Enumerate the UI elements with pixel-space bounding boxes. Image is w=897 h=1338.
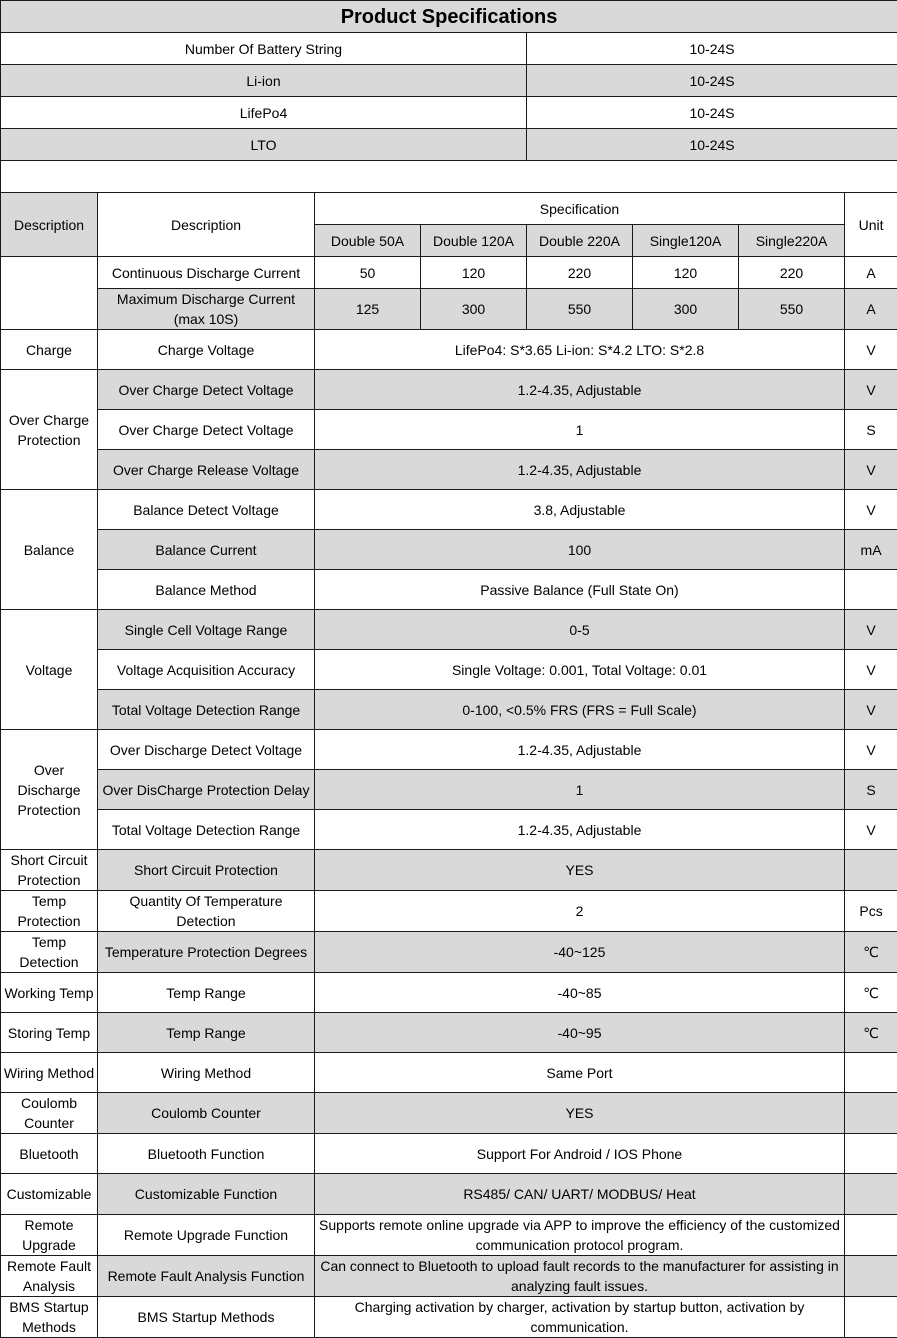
- row-unit: V: [845, 650, 897, 690]
- table-row: [1, 730, 897, 770]
- row-description: Wiring Method: [98, 1053, 315, 1093]
- header-unit: Unit: [845, 193, 897, 257]
- row-description: Remote Upgrade Function: [98, 1215, 315, 1256]
- row-value: -40~125: [315, 932, 845, 973]
- group-cell: Charge: [1, 330, 98, 370]
- row-value: RS485/ CAN/ UART/ MODBUS/ Heat: [315, 1174, 845, 1215]
- row-description: Over Discharge Detect Voltage: [98, 730, 315, 770]
- row-value: Can connect to Bluetooth to upload fault records to the manufacturer for assisting in analyzing fault issues.: [315, 1256, 845, 1297]
- row-description: Customizable Function: [98, 1174, 315, 1215]
- group-cell: Balance: [1, 490, 98, 610]
- row-unit: [845, 850, 897, 891]
- row-unit: V: [845, 610, 897, 650]
- table-row: [1, 610, 897, 650]
- row-description: Over Charge Detect Voltage: [98, 410, 315, 450]
- row-unit: V: [845, 370, 897, 410]
- top-row-value: 10-24S: [527, 33, 897, 65]
- table-row: [1, 1093, 897, 1134]
- row-value: 100: [315, 530, 845, 570]
- table-row: [1, 1297, 897, 1338]
- table-row: [1, 650, 897, 690]
- top-row-label: LifePo4: [1, 97, 527, 129]
- row-value: 550: [527, 289, 633, 330]
- header-description-2: Description: [98, 193, 315, 257]
- table-row: [1, 770, 897, 810]
- group-cell: Coulomb Counter: [1, 1093, 98, 1134]
- row-description: Quantity Of Temperature Detection: [98, 891, 315, 932]
- row-value: 1: [315, 410, 845, 450]
- group-cell: Over Charge Protection: [1, 370, 98, 490]
- row-unit: S: [845, 770, 897, 810]
- top-row-value: 10-24S: [527, 65, 897, 97]
- row-description: Balance Current: [98, 530, 315, 570]
- table-row: [1, 1053, 897, 1093]
- table-row: [1, 850, 897, 891]
- row-description: Over Charge Release Voltage: [98, 450, 315, 490]
- row-value: 550: [739, 289, 845, 330]
- row-unit: A: [845, 257, 897, 289]
- row-value: Single Voltage: 0.001, Total Voltage: 0.01: [315, 650, 845, 690]
- row-description: Continuous Discharge Current: [98, 257, 315, 289]
- row-unit: mA: [845, 530, 897, 570]
- row-description: Single Cell Voltage Range: [98, 610, 315, 650]
- row-description: Remote Fault Analysis Function: [98, 1256, 315, 1297]
- group-cell: Bluetooth: [1, 1134, 98, 1174]
- row-value: 50: [315, 257, 421, 289]
- row-value: 300: [421, 289, 527, 330]
- group-cell: Storing Temp: [1, 1013, 98, 1053]
- top-row: [1, 65, 897, 97]
- group-cell: Working Temp: [1, 973, 98, 1013]
- table-row: [1, 370, 897, 410]
- header-row: [1, 193, 897, 225]
- table-row: [1, 257, 897, 289]
- table-row: [1, 1256, 897, 1297]
- table-row: [1, 932, 897, 973]
- top-row-value: 10-24S: [527, 97, 897, 129]
- row-value: LifePo4: S*3.65 Li-ion: S*4.2 LTO: S*2.8: [315, 330, 845, 370]
- table-row: [1, 810, 897, 850]
- model-header: Double 120A: [421, 225, 527, 257]
- group-cell: BMS Startup Methods: [1, 1297, 98, 1338]
- row-description: Maximum Discharge Current (max 10S): [98, 289, 315, 330]
- top-row: [1, 97, 897, 129]
- row-unit: [845, 1134, 897, 1174]
- row-value: 125: [315, 289, 421, 330]
- row-description: Temp Range: [98, 1013, 315, 1053]
- row-value: 2: [315, 891, 845, 932]
- group-cell: Voltage: [1, 610, 98, 730]
- model-header: Single120A: [633, 225, 739, 257]
- row-value: 1.2-4.35, Adjustable: [315, 370, 845, 410]
- top-row-label: Number Of Battery String: [1, 33, 527, 65]
- row-value: 1.2-4.35, Adjustable: [315, 810, 845, 850]
- row-value: Same Port: [315, 1053, 845, 1093]
- row-value: 300: [633, 289, 739, 330]
- row-description: BMS Startup Methods: [98, 1297, 315, 1338]
- group-cell: [1, 257, 98, 330]
- group-cell: Remote Upgrade: [1, 1215, 98, 1256]
- top-row: [1, 33, 897, 65]
- table-row: [1, 1013, 897, 1053]
- row-value: 120: [421, 257, 527, 289]
- group-cell: Temp Protection: [1, 891, 98, 932]
- title-row: [1, 1, 897, 33]
- header-description-1: Description: [1, 193, 98, 257]
- header-specification: Specification: [315, 193, 845, 225]
- model-header: Double 50A: [315, 225, 421, 257]
- row-unit: V: [845, 490, 897, 530]
- row-description: Balance Detect Voltage: [98, 490, 315, 530]
- spacer-row: [1, 161, 897, 193]
- row-value: 1.2-4.35, Adjustable: [315, 730, 845, 770]
- row-unit: [845, 1297, 897, 1338]
- table-row: [1, 1174, 897, 1215]
- row-description: Temp Range: [98, 973, 315, 1013]
- row-unit: V: [845, 730, 897, 770]
- group-cell: Over Discharge Protection: [1, 730, 98, 850]
- row-description: Over Charge Detect Voltage: [98, 370, 315, 410]
- row-value: Support For Android / IOS Phone: [315, 1134, 845, 1174]
- table-row: [1, 1215, 897, 1256]
- page-title: Product Specifications: [1, 1, 897, 33]
- table-row: [1, 570, 897, 610]
- spacer-cell: [1, 161, 897, 193]
- row-unit: [845, 1215, 897, 1256]
- row-value: 220: [527, 257, 633, 289]
- row-value: 1: [315, 770, 845, 810]
- row-unit: V: [845, 690, 897, 730]
- row-description: Bluetooth Function: [98, 1134, 315, 1174]
- top-row-value: 10-24S: [527, 129, 897, 161]
- table-row: [1, 891, 897, 932]
- model-header: Double 220A: [527, 225, 633, 257]
- row-unit: ℃: [845, 932, 897, 973]
- group-cell: Temp Detection: [1, 932, 98, 973]
- table-row: [1, 690, 897, 730]
- row-value: Passive Balance (Full State On): [315, 570, 845, 610]
- row-value: 220: [739, 257, 845, 289]
- row-value: 3.8, Adjustable: [315, 490, 845, 530]
- row-unit: ℃: [845, 1013, 897, 1053]
- model-header: Single220A: [739, 225, 845, 257]
- row-unit: [845, 570, 897, 610]
- row-unit: V: [845, 330, 897, 370]
- row-value: YES: [315, 850, 845, 891]
- row-unit: [845, 1256, 897, 1297]
- row-unit: V: [845, 450, 897, 490]
- table-row: [1, 490, 897, 530]
- row-value: Charging activation by charger, activation by startup button, activation by communication.: [315, 1297, 845, 1338]
- row-unit: S: [845, 410, 897, 450]
- row-unit: [845, 1053, 897, 1093]
- row-value: 0-5: [315, 610, 845, 650]
- table-row: [1, 973, 897, 1013]
- group-cell: Short Circuit Protection: [1, 850, 98, 891]
- top-row-label: LTO: [1, 129, 527, 161]
- row-value: Supports remote online upgrade via APP to improve the efficiency of the customized communication protocol program.: [315, 1215, 845, 1256]
- row-description: Total Voltage Detection Range: [98, 810, 315, 850]
- row-description: Temperature Protection Degrees: [98, 932, 315, 973]
- table-row: [1, 410, 897, 450]
- row-unit: A: [845, 289, 897, 330]
- group-cell: Customizable: [1, 1174, 98, 1215]
- row-value: -40~85: [315, 973, 845, 1013]
- table-row: [1, 1134, 897, 1174]
- table-row: [1, 289, 897, 330]
- row-description: Coulomb Counter: [98, 1093, 315, 1134]
- row-value: 120: [633, 257, 739, 289]
- row-unit: [845, 1093, 897, 1134]
- group-cell: Wiring Method: [1, 1053, 98, 1093]
- row-description: Short Circuit Protection: [98, 850, 315, 891]
- group-cell: Remote Fault Analysis: [1, 1256, 98, 1297]
- row-unit: ℃: [845, 973, 897, 1013]
- row-value: 0-100, <0.5% FRS (FRS = Full Scale): [315, 690, 845, 730]
- row-value: YES: [315, 1093, 845, 1134]
- row-unit: V: [845, 810, 897, 850]
- row-unit: Pcs: [845, 891, 897, 932]
- row-unit: [845, 1174, 897, 1215]
- table-row: [1, 530, 897, 570]
- row-description: Over DisCharge Protection Delay: [98, 770, 315, 810]
- row-value: -40~95: [315, 1013, 845, 1053]
- row-description: Charge Voltage: [98, 330, 315, 370]
- row-description: Total Voltage Detection Range: [98, 690, 315, 730]
- table-row: [1, 450, 897, 490]
- top-row: [1, 129, 897, 161]
- table-row: [1, 330, 897, 370]
- row-value: 1.2-4.35, Adjustable: [315, 450, 845, 490]
- row-description: Balance Method: [98, 570, 315, 610]
- top-row-label: Li-ion: [1, 65, 527, 97]
- row-description: Voltage Acquisition Accuracy: [98, 650, 315, 690]
